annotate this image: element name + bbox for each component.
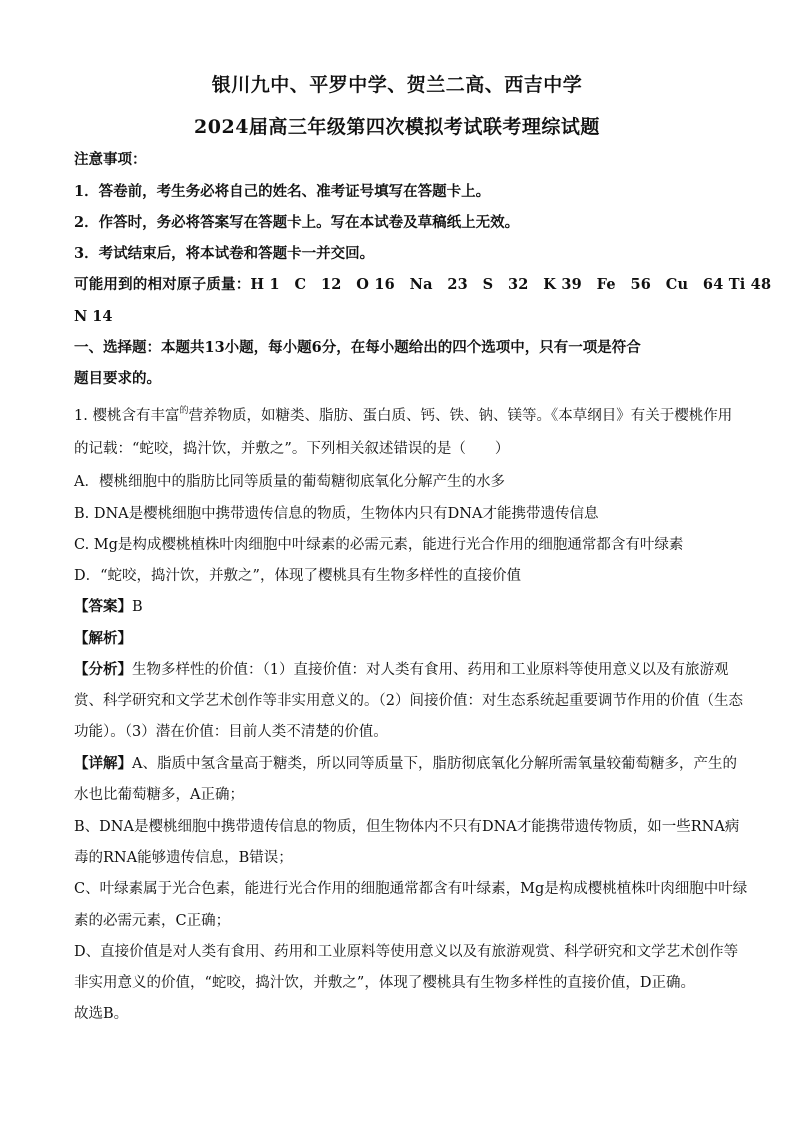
analysis-fenxi-line-3: 功能）。（3）潜在价值：目前人类不清楚的价值。	[74, 724, 388, 740]
detail-line-5: C、叶绿素属于光合色素，能进行光合作用的细胞通常都含有叶绿素，Mg是构成樱桃植株叶肉细胞中叶绿	[74, 881, 748, 897]
section-heading-line-2: 题目要求的。	[74, 370, 161, 387]
detail-line-3: B、DNA是樱桃细胞中携带遗传信息的物质，但生物体内不只有DNA才能携带遗传物质，如一些RNA病	[74, 819, 740, 835]
detail-line-9: 故选B。	[74, 1006, 129, 1022]
atomic-mass-line-2: N 14	[74, 308, 113, 325]
note-item-1: 1．答卷前，考生务必将自己的姓名、准考证号填写在答题卡上。	[74, 183, 491, 200]
question-stem-superscript: 的	[179, 406, 189, 416]
fenxi-text-1: 生物多样性的价值：（1）直接价值：对人类有食用、药用和工业原料等使用意义以及有旅游观	[132, 662, 729, 678]
option-c: C. Mg是构成樱桃植株叶肉细胞中叶绿素的必需元素，能进行光合作用的细胞通常都含有叶绿素	[74, 537, 684, 553]
question-stem-line-1	[74, 406, 733, 428]
analysis-fenxi-line-2: 赏、科学研究和文学艺术创作等非实用意义的。（2）间接价值：对生态系统起重要调节作用的价值（生态	[74, 693, 743, 709]
answer-label: 【答案】	[74, 598, 132, 615]
answer-value: B	[132, 599, 143, 615]
detail-line-7: D、直接价值是对人类有食用、药用和工业原料等使用意义以及有旅游观赏、科学研究和文学艺术创作等	[74, 944, 739, 960]
question-stem-part-2: 营养物质，如糖类、脂肪、蛋白质、钙、铁、钠、镁等。《本草纲目》有关于樱桃作用	[188, 408, 733, 424]
detail-line-4: 毒的RNA能够遗传信息，B错误；	[74, 850, 293, 866]
option-b: B. DNA是樱桃细胞中携带遗传信息的物质，生物体内只有DNA才能携带遗传信息	[74, 506, 599, 522]
notes-heading: 注意事项：	[74, 151, 147, 168]
answer-line	[74, 597, 722, 617]
detail-line-8: 非实用意义的价值，“蛇咬，捣汁饮，并敷之”，体现了樱桃具有生物多样性的直接价值，D正确。	[74, 975, 695, 991]
detail-line-2: 水也比葡萄糖多，A正确；	[74, 787, 244, 803]
analysis-label: 【解析】	[74, 630, 132, 647]
detail-text-1: A、脂质中氢含量高于糖类，所以同等质量下，脂肪彻底氧化分解所需氧量较葡萄糖多，产生的	[132, 756, 737, 772]
detail-line-1	[74, 754, 737, 774]
question-stem-line-2: 的记载：“蛇咬，捣汁饮，并敷之”。下列相关叙述错误的是（ ）	[74, 441, 510, 457]
note-item-3: 3．考试结束后，将本试卷和答题卡一并交回。	[74, 245, 375, 262]
note-item-2: 2．作答时，务必将答案写在答题卡上。写在本试卷及草稿纸上无效。	[74, 214, 520, 231]
detail-line-6: 素的必需元素，C正确；	[74, 913, 231, 929]
option-d: D．“蛇咬，捣汁饮，并敷之”，体现了樱桃具有生物多样性的直接价值	[74, 568, 521, 584]
page-title-schools: 银川九中、平罗中学、贺兰二高、西吉中学	[211, 74, 583, 96]
option-a: A．樱桃细胞中的脂肪比同等质量的葡萄糖彻底氧化分解产生的水多	[74, 474, 505, 490]
page-title-exam: 2024届高三年级第四次模拟考试联考理综试题	[194, 116, 600, 138]
xiangjie-label: 【详解】	[74, 755, 132, 772]
fenxi-label: 【分析】	[74, 661, 132, 678]
atomic-mass-line-1: 可能用到的相对原子质量：H 1 C 12 O 16 Na 23 S 32 K 39 Fe 56 Cu 64 Ti 48	[74, 276, 772, 293]
section-heading-line-1: 一、选择题：本题共13小题，每小题6分，在每小题给出的四个选项中，只有一项是符合	[74, 339, 641, 356]
analysis-fenxi-line-1	[74, 660, 729, 680]
question-stem-part-1: 1. 樱桃含有丰富	[74, 408, 180, 424]
